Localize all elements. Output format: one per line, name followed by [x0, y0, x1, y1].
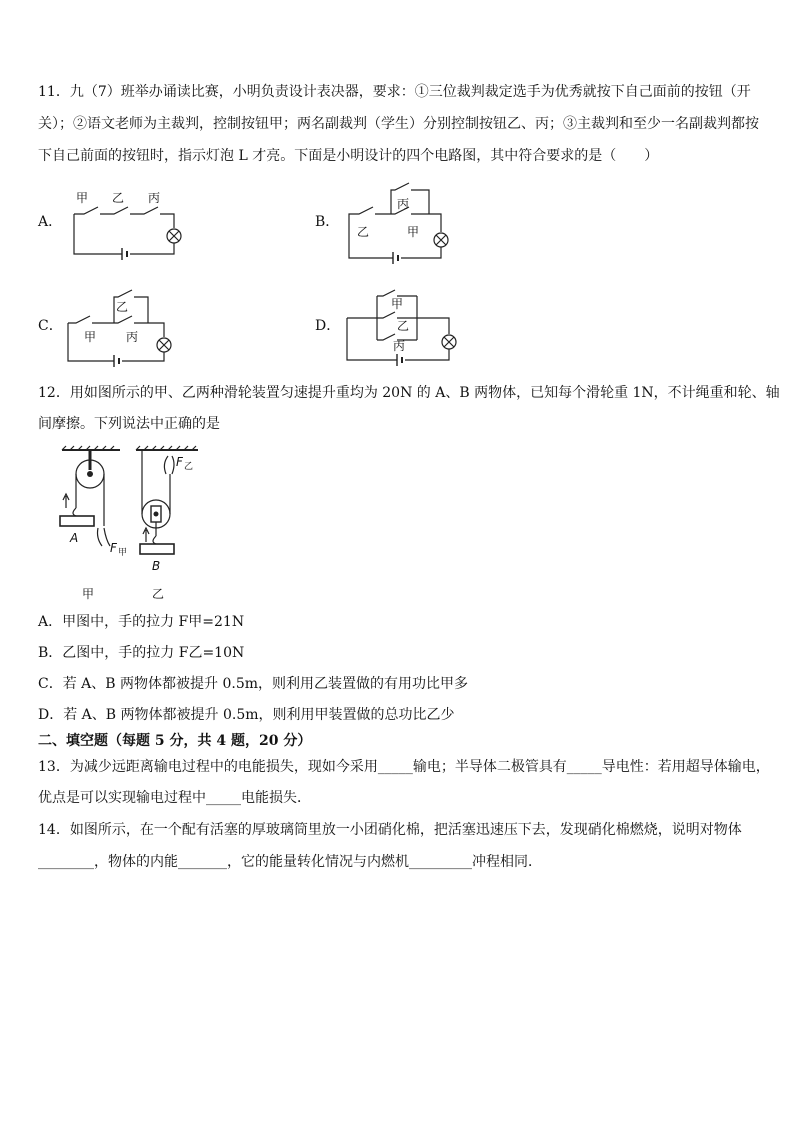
label-jia: 甲	[407, 225, 420, 239]
q12-option-d: D．若 A、B 两物体都被提升 0.5m，则利用甲装置做的总功比乙少	[38, 707, 455, 723]
q11-option-a-label: A．	[38, 214, 63, 230]
caption-jia: 甲	[82, 587, 95, 601]
label-bing: 丙	[148, 191, 161, 205]
circuit-diagram-b	[345, 180, 475, 270]
circuit-diagram-d	[347, 290, 477, 370]
q11-line-3: 下自己前面的按钮时，指示灯泡 L 才亮。下面是小明设计的四个电路图，其中符合要求的是（ ）	[38, 148, 659, 164]
q12-line-2: 间摩擦。下列说法中正确的是	[38, 416, 220, 432]
label-yi: 乙	[112, 191, 125, 205]
label-force-yi: F	[176, 455, 183, 469]
label-jia: 甲	[391, 297, 404, 311]
label-force-jia: F	[110, 541, 117, 555]
label-bing: 丙	[397, 197, 410, 211]
label-block-a: A	[70, 531, 79, 545]
q11-line-1: 11．九（7）班举办诵读比赛，小明负责设计表决器，要求：①三位裁判裁定选手为优秀就按下自己面前的按钮（开	[38, 84, 751, 100]
q11-option-b-label: B．	[315, 214, 340, 230]
label-bing: 丙	[393, 339, 406, 353]
q13-line-1: 13．为减少远距离输电过程中的电能损失，现如今采用_____输电；半导体二极管具有_____导电性：若用超导体输电，	[38, 759, 770, 775]
label-jia: 甲	[76, 191, 89, 205]
label-yi: 乙	[116, 300, 129, 314]
label-yi: 乙	[397, 319, 410, 333]
circuit-diagram-c	[68, 285, 198, 370]
label-bing: 丙	[126, 330, 139, 344]
q12-option-a: A．甲图中，手的拉力 F甲=21N	[38, 614, 245, 630]
q11-option-c-label: C．	[38, 318, 63, 334]
q14-line-2: ________，物体的内能_______，它的能量转化情况与内燃机_________冲程相同．	[38, 854, 542, 870]
q12-line-1: 12．用如图所示的甲、乙两种滑轮装置匀速提升重均为 20N 的 A、B 两物体，已知每个滑轮重 1N，不计绳重和轮、轴	[38, 385, 780, 401]
label-force-jia-sub: 甲	[118, 548, 128, 558]
caption-yi: 乙	[152, 587, 165, 601]
label-block-b: B	[152, 559, 161, 573]
section-fill-in-heading: 二、填空题（每题 5 分，共 4 题，20 分）	[38, 733, 312, 749]
q13-line-2: 优点是可以实现输电过程中_____电能损失．	[38, 790, 311, 806]
q11-option-d-label: D．	[315, 318, 341, 334]
q11-line-2: 关）；②语文老师为主裁判，控制按钮甲；两名副裁判（学生）分别控制按钮乙、丙；③主裁判和至少一名副裁判都按	[38, 116, 759, 132]
label-yi: 乙	[357, 225, 370, 239]
q12-option-b: B．乙图中，手的拉力 F乙=10N	[38, 645, 245, 661]
label-jia: 甲	[84, 330, 97, 344]
q14-line-1: 14．如图所示，在一个配有活塞的厚玻璃筒里放一小团硝化棉，把活塞迅速压下去，发现硝化棉燃烧，说明对物体	[38, 822, 742, 838]
circuit-diagram-a	[70, 186, 200, 266]
q12-option-c: C．若 A、B 两物体都被提升 0.5m，则利用乙装置做的有用功比甲多	[38, 676, 468, 692]
pulley-figure	[58, 446, 208, 606]
label-force-yi-sub: 乙	[184, 462, 194, 472]
